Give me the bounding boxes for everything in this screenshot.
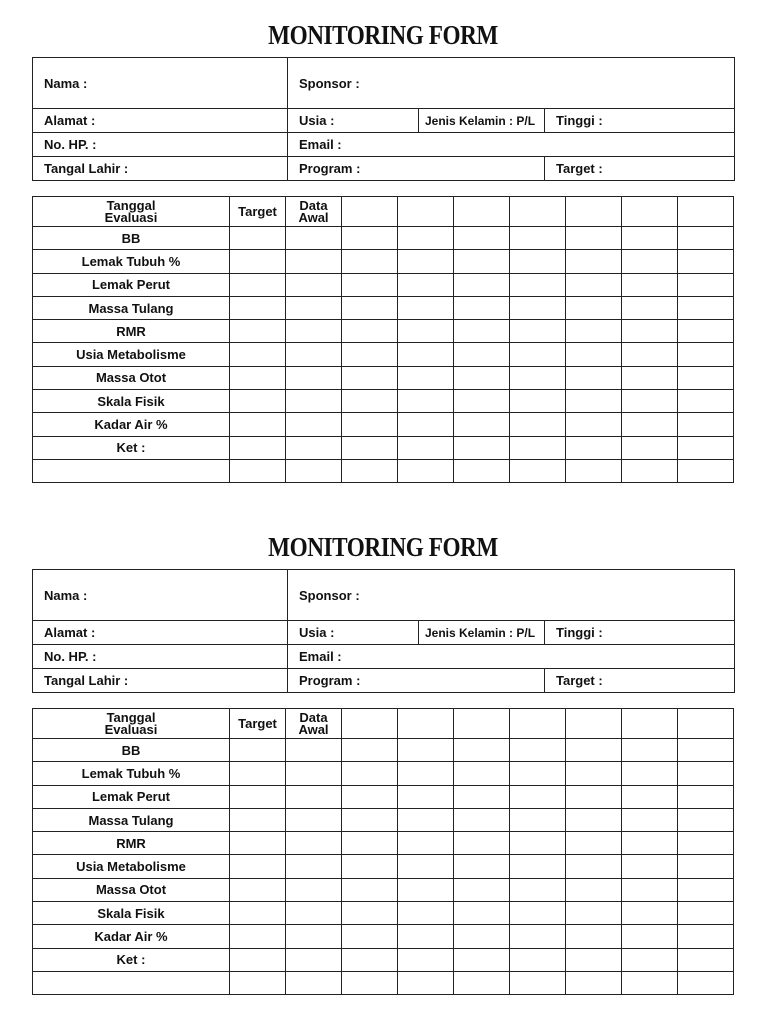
eval-cell[interactable] (678, 197, 734, 227)
target-field[interactable]: Target : (545, 669, 735, 693)
eval-cell[interactable] (566, 785, 622, 808)
evaluation-row (33, 971, 734, 994)
usia-field[interactable]: Usia : (288, 109, 419, 133)
evaluation-row-label: Lemak Tubuh % (33, 762, 230, 785)
eval-cell[interactable] (398, 250, 454, 273)
eval-cell[interactable] (398, 366, 454, 389)
eval-cell[interactable] (622, 948, 678, 971)
personal-info-table (32, 569, 735, 693)
eval-cell[interactable] (622, 273, 678, 296)
eval-cell[interactable] (454, 227, 510, 250)
evaluation-row-label: Massa Tulang (33, 808, 230, 831)
header-data-awal (286, 709, 342, 739)
eval-cell[interactable] (678, 832, 734, 855)
eval-cell[interactable] (398, 762, 454, 785)
eval-cell[interactable] (510, 739, 566, 762)
eval-cell[interactable] (342, 808, 398, 831)
eval-cell[interactable] (342, 197, 398, 227)
eval-cell[interactable] (286, 832, 342, 855)
header-target: Target (230, 709, 286, 739)
eval-cell[interactable] (566, 296, 622, 319)
evaluation-row (33, 902, 734, 925)
eval-cell[interactable] (510, 413, 566, 436)
eval-cell[interactable] (398, 878, 454, 901)
eval-cell[interactable] (510, 878, 566, 901)
evaluation-row-label (33, 971, 230, 994)
eval-cell[interactable] (342, 227, 398, 250)
evaluation-row-label: Massa Tulang (33, 296, 230, 319)
eval-cell[interactable] (622, 785, 678, 808)
eval-cell[interactable] (398, 855, 454, 878)
eval-cell[interactable] (230, 273, 286, 296)
eval-cell[interactable] (510, 296, 566, 319)
eval-cell[interactable] (230, 762, 286, 785)
program-field[interactable]: Program : (288, 669, 545, 693)
evaluation-table (32, 708, 734, 995)
eval-cell[interactable] (286, 273, 342, 296)
tinggi-field[interactable]: Tinggi : (545, 621, 735, 645)
no-hp-field[interactable]: No. HP. : (33, 133, 288, 157)
evaluation-row (33, 413, 734, 436)
eval-cell[interactable] (342, 459, 398, 482)
eval-cell[interactable] (566, 250, 622, 273)
eval-cell[interactable] (230, 855, 286, 878)
evaluation-row-label: Usia Metabolisme (33, 855, 230, 878)
target-field[interactable]: Target : (545, 157, 735, 181)
eval-cell[interactable] (342, 413, 398, 436)
evaluation-row-label: RMR (33, 320, 230, 343)
eval-cell[interactable] (286, 459, 342, 482)
eval-cell[interactable] (342, 785, 398, 808)
evaluation-row (33, 948, 734, 971)
jenis-kelamin-field[interactable]: Jenis Kelamin : P/L (419, 109, 545, 133)
usia-field[interactable]: Usia : (288, 621, 419, 645)
eval-cell[interactable] (286, 902, 342, 925)
eval-cell[interactable] (230, 436, 286, 459)
eval-cell[interactable] (622, 739, 678, 762)
eval-cell[interactable] (510, 390, 566, 413)
eval-cell[interactable] (510, 343, 566, 366)
eval-cell[interactable] (566, 413, 622, 436)
eval-cell[interactable] (678, 273, 734, 296)
eval-cell[interactable] (566, 948, 622, 971)
eval-cell[interactable] (230, 227, 286, 250)
header-tanggal-line1: Tanggal (106, 709, 156, 725)
evaluation-row-label: Kadar Air % (33, 925, 230, 948)
evaluation-row (33, 832, 734, 855)
eval-cell[interactable] (678, 739, 734, 762)
eval-cell[interactable] (398, 343, 454, 366)
eval-cell[interactable] (566, 436, 622, 459)
eval-cell[interactable] (510, 832, 566, 855)
eval-cell[interactable] (622, 227, 678, 250)
eval-cell[interactable] (678, 971, 734, 994)
eval-cell[interactable] (398, 709, 454, 739)
eval-cell[interactable] (622, 343, 678, 366)
eval-cell[interactable] (622, 855, 678, 878)
eval-cell[interactable] (230, 785, 286, 808)
eval-cell[interactable] (398, 273, 454, 296)
program-field[interactable]: Program : (288, 157, 545, 181)
eval-cell[interactable] (510, 948, 566, 971)
eval-cell[interactable] (622, 413, 678, 436)
eval-cell[interactable] (230, 948, 286, 971)
eval-cell[interactable] (622, 320, 678, 343)
eval-cell[interactable] (454, 948, 510, 971)
eval-cell[interactable] (622, 436, 678, 459)
eval-cell[interactable] (398, 227, 454, 250)
eval-cell[interactable] (454, 320, 510, 343)
form-title: MONITORING FORM (268, 532, 498, 562)
eval-cell[interactable] (622, 808, 678, 831)
eval-cell[interactable] (454, 902, 510, 925)
eval-cell[interactable] (622, 250, 678, 273)
eval-cell[interactable] (678, 436, 734, 459)
personal-info-table (32, 57, 735, 181)
header-data-line1: Data (299, 197, 328, 213)
eval-cell[interactable] (678, 366, 734, 389)
eval-cell[interactable] (678, 459, 734, 482)
eval-cell[interactable] (342, 250, 398, 273)
eval-cell[interactable] (510, 250, 566, 273)
eval-cell[interactable] (342, 366, 398, 389)
evaluation-row-label: Ket : (33, 948, 230, 971)
nama-field[interactable]: Nama : (33, 570, 288, 621)
eval-cell[interactable] (510, 855, 566, 878)
evaluation-row (33, 320, 734, 343)
eval-cell[interactable] (678, 902, 734, 925)
eval-cell[interactable] (454, 971, 510, 994)
evaluation-row (33, 739, 734, 762)
evaluation-row-label: Kadar Air % (33, 413, 230, 436)
eval-cell[interactable] (510, 459, 566, 482)
eval-cell[interactable] (566, 197, 622, 227)
tangal-lahir-field[interactable]: Tangal Lahir : (33, 669, 288, 693)
eval-cell[interactable] (454, 459, 510, 482)
evaluation-row (33, 808, 734, 831)
sponsor-field[interactable]: Sponsor : (288, 58, 735, 109)
eval-cell[interactable] (454, 808, 510, 831)
eval-cell[interactable] (398, 832, 454, 855)
sponsor-field[interactable]: Sponsor : (288, 570, 735, 621)
eval-cell[interactable] (566, 320, 622, 343)
form-title: MONITORING FORM (268, 20, 498, 50)
evaluation-row-label: Massa Otot (33, 366, 230, 389)
eval-cell[interactable] (622, 709, 678, 739)
eval-cell[interactable] (454, 739, 510, 762)
evaluation-row-label: Skala Fisik (33, 902, 230, 925)
eval-cell[interactable] (230, 878, 286, 901)
header-target: Target (230, 197, 286, 227)
evaluation-row-label: Ket : (33, 436, 230, 459)
eval-cell[interactable] (566, 227, 622, 250)
eval-cell[interactable] (286, 878, 342, 901)
eval-cell[interactable] (510, 273, 566, 296)
eval-cell[interactable] (622, 197, 678, 227)
eval-cell[interactable] (398, 925, 454, 948)
header-tanggal-line2: Evaluasi (104, 721, 158, 737)
eval-cell[interactable] (230, 971, 286, 994)
eval-cell[interactable] (286, 366, 342, 389)
header-data-line2: Awal (298, 209, 329, 225)
eval-cell[interactable] (678, 413, 734, 436)
email-field[interactable]: Email : (288, 645, 735, 669)
eval-cell[interactable] (230, 459, 286, 482)
eval-cell[interactable] (510, 227, 566, 250)
eval-cell[interactable] (342, 832, 398, 855)
eval-cell[interactable] (286, 785, 342, 808)
eval-cell[interactable] (510, 925, 566, 948)
evaluation-row (33, 296, 734, 319)
eval-cell[interactable] (342, 436, 398, 459)
evaluation-row (33, 436, 734, 459)
eval-cell[interactable] (454, 785, 510, 808)
eval-cell[interactable] (566, 971, 622, 994)
eval-cell[interactable] (678, 390, 734, 413)
eval-cell[interactable] (286, 808, 342, 831)
eval-cell[interactable] (286, 227, 342, 250)
eval-cell[interactable] (678, 709, 734, 739)
eval-cell[interactable] (398, 948, 454, 971)
header-data-line2: Awal (298, 721, 329, 737)
evaluation-row (33, 366, 734, 389)
eval-cell[interactable] (678, 855, 734, 878)
eval-cell[interactable] (342, 296, 398, 319)
eval-cell[interactable] (510, 197, 566, 227)
eval-cell[interactable] (454, 197, 510, 227)
eval-cell[interactable] (510, 366, 566, 389)
eval-cell[interactable] (454, 390, 510, 413)
eval-cell[interactable] (678, 343, 734, 366)
eval-cell[interactable] (342, 390, 398, 413)
evaluation-table (32, 196, 734, 483)
eval-cell[interactable] (230, 902, 286, 925)
eval-cell[interactable] (566, 925, 622, 948)
eval-cell[interactable] (230, 413, 286, 436)
eval-cell[interactable] (230, 808, 286, 831)
alamat-field[interactable]: Alamat : (33, 621, 288, 645)
evaluation-row (33, 459, 734, 482)
eval-cell[interactable] (566, 739, 622, 762)
eval-cell[interactable] (678, 320, 734, 343)
eval-cell[interactable] (454, 366, 510, 389)
eval-cell[interactable] (678, 878, 734, 901)
alamat-field[interactable]: Alamat : (33, 109, 288, 133)
eval-cell[interactable] (342, 709, 398, 739)
eval-cell[interactable] (454, 878, 510, 901)
evaluation-row-label: Massa Otot (33, 878, 230, 901)
eval-cell[interactable] (678, 296, 734, 319)
eval-cell[interactable] (230, 739, 286, 762)
eval-cell[interactable] (454, 925, 510, 948)
eval-cell[interactable] (342, 739, 398, 762)
eval-cell[interactable] (286, 925, 342, 948)
eval-cell[interactable] (230, 250, 286, 273)
eval-cell[interactable] (566, 390, 622, 413)
evaluation-row (33, 878, 734, 901)
evaluation-row (33, 390, 734, 413)
eval-cell[interactable] (510, 808, 566, 831)
eval-cell[interactable] (398, 808, 454, 831)
eval-cell[interactable] (230, 343, 286, 366)
eval-cell[interactable] (622, 762, 678, 785)
eval-cell[interactable] (678, 785, 734, 808)
eval-cell[interactable] (622, 971, 678, 994)
eval-cell[interactable] (286, 948, 342, 971)
eval-cell[interactable] (454, 413, 510, 436)
eval-cell[interactable] (566, 709, 622, 739)
eval-cell[interactable] (286, 436, 342, 459)
evaluation-row (33, 925, 734, 948)
eval-cell[interactable] (678, 948, 734, 971)
evaluation-row (33, 785, 734, 808)
evaluation-row-label: Lemak Perut (33, 785, 230, 808)
eval-cell[interactable] (398, 971, 454, 994)
evaluation-row-label: Lemak Perut (33, 273, 230, 296)
nama-field[interactable]: Nama : (33, 58, 288, 109)
header-tanggal-evaluasi (33, 709, 230, 739)
eval-cell[interactable] (286, 739, 342, 762)
evaluation-row (33, 250, 734, 273)
evaluation-row (33, 343, 734, 366)
eval-cell[interactable] (342, 762, 398, 785)
eval-cell[interactable] (454, 709, 510, 739)
evaluation-row-label: Usia Metabolisme (33, 343, 230, 366)
eval-cell[interactable] (454, 855, 510, 878)
header-data-awal (286, 197, 342, 227)
eval-cell[interactable] (566, 902, 622, 925)
eval-cell[interactable] (678, 762, 734, 785)
eval-cell[interactable] (678, 808, 734, 831)
eval-cell[interactable] (398, 320, 454, 343)
eval-cell[interactable] (342, 948, 398, 971)
eval-cell[interactable] (622, 459, 678, 482)
eval-cell[interactable] (566, 832, 622, 855)
eval-cell[interactable] (398, 197, 454, 227)
eval-cell[interactable] (510, 436, 566, 459)
eval-cell[interactable] (286, 320, 342, 343)
eval-cell[interactable] (342, 902, 398, 925)
header-tanggal-line2: Evaluasi (104, 209, 158, 225)
eval-cell[interactable] (454, 296, 510, 319)
eval-cell[interactable] (454, 273, 510, 296)
eval-cell[interactable] (510, 971, 566, 994)
eval-cell[interactable] (678, 925, 734, 948)
email-field[interactable]: Email : (288, 133, 735, 157)
eval-cell[interactable] (454, 832, 510, 855)
eval-cell[interactable] (622, 832, 678, 855)
eval-cell[interactable] (286, 343, 342, 366)
eval-cell[interactable] (510, 762, 566, 785)
eval-cell[interactable] (566, 343, 622, 366)
evaluation-row-label: Lemak Tubuh % (33, 250, 230, 273)
eval-cell[interactable] (566, 459, 622, 482)
eval-cell[interactable] (622, 390, 678, 413)
eval-cell[interactable] (398, 296, 454, 319)
eval-cell[interactable] (566, 855, 622, 878)
eval-cell[interactable] (454, 343, 510, 366)
header-data-line1: Data (299, 709, 328, 725)
eval-cell[interactable] (342, 320, 398, 343)
eval-cell[interactable] (622, 925, 678, 948)
eval-cell[interactable] (230, 832, 286, 855)
eval-cell[interactable] (454, 436, 510, 459)
eval-cell[interactable] (622, 878, 678, 901)
tinggi-field[interactable]: Tinggi : (545, 109, 735, 133)
no-hp-field[interactable]: No. HP. : (33, 645, 288, 669)
eval-cell[interactable] (510, 709, 566, 739)
evaluation-row-label: BB (33, 739, 230, 762)
eval-cell[interactable] (510, 902, 566, 925)
eval-cell[interactable] (678, 227, 734, 250)
eval-cell[interactable] (230, 320, 286, 343)
eval-cell[interactable] (454, 762, 510, 785)
eval-cell[interactable] (622, 296, 678, 319)
eval-cell[interactable] (622, 366, 678, 389)
jenis-kelamin-field[interactable]: Jenis Kelamin : P/L (419, 621, 545, 645)
eval-cell[interactable] (566, 878, 622, 901)
eval-cell[interactable] (678, 250, 734, 273)
eval-cell[interactable] (286, 762, 342, 785)
eval-cell[interactable] (230, 366, 286, 389)
eval-cell[interactable] (342, 855, 398, 878)
evaluation-row (33, 855, 734, 878)
evaluation-row (33, 227, 734, 250)
eval-cell[interactable] (286, 855, 342, 878)
eval-cell[interactable] (454, 250, 510, 273)
evaluation-row-label: Skala Fisik (33, 390, 230, 413)
eval-cell[interactable] (566, 808, 622, 831)
evaluation-row-label: BB (33, 227, 230, 250)
tangal-lahir-field[interactable]: Tangal Lahir : (33, 157, 288, 181)
evaluation-row-label: RMR (33, 832, 230, 855)
header-tanggal-evaluasi (33, 197, 230, 227)
eval-cell[interactable] (230, 925, 286, 948)
eval-cell[interactable] (286, 390, 342, 413)
eval-cell[interactable] (286, 413, 342, 436)
eval-cell[interactable] (342, 343, 398, 366)
eval-cell[interactable] (230, 296, 286, 319)
eval-cell[interactable] (566, 273, 622, 296)
eval-cell[interactable] (566, 366, 622, 389)
eval-cell[interactable] (398, 785, 454, 808)
eval-cell[interactable] (398, 902, 454, 925)
eval-cell[interactable] (622, 902, 678, 925)
eval-cell[interactable] (342, 971, 398, 994)
eval-cell[interactable] (286, 250, 342, 273)
eval-cell[interactable] (342, 878, 398, 901)
evaluation-row-label (33, 459, 230, 482)
evaluation-row (33, 762, 734, 785)
eval-cell[interactable] (398, 739, 454, 762)
evaluation-row (33, 273, 734, 296)
eval-cell[interactable] (342, 925, 398, 948)
eval-cell[interactable] (230, 390, 286, 413)
header-tanggal-line1: Tanggal (106, 197, 156, 213)
eval-cell[interactable] (566, 762, 622, 785)
eval-cell[interactable] (510, 320, 566, 343)
eval-cell[interactable] (510, 785, 566, 808)
eval-cell[interactable] (286, 971, 342, 994)
eval-cell[interactable] (398, 459, 454, 482)
eval-cell[interactable] (398, 436, 454, 459)
eval-cell[interactable] (286, 296, 342, 319)
eval-cell[interactable] (398, 413, 454, 436)
eval-cell[interactable] (342, 273, 398, 296)
eval-cell[interactable] (398, 390, 454, 413)
